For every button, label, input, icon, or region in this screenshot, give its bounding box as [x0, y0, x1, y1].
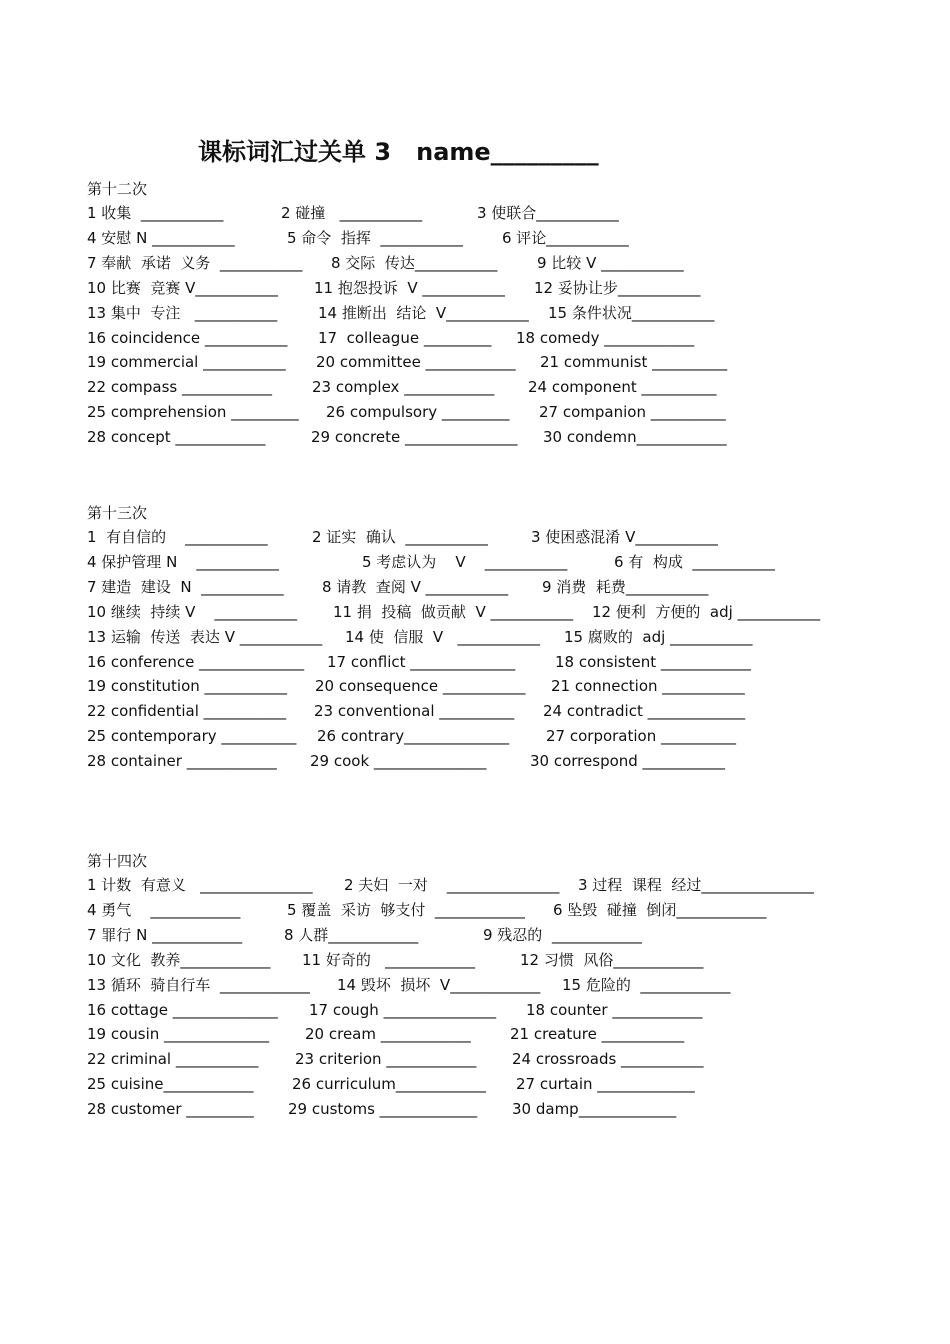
- vocab-row: [0, 552, 950, 574]
- vocab-item: 22 confidential ___________: [87, 702, 287, 721]
- vocab-item: 23 criterion ____________: [295, 1050, 477, 1069]
- vocab-item: 22 criminal ___________: [87, 1050, 259, 1069]
- vocab-item: 5 覆盖 采访 够支付 ____________: [287, 900, 525, 919]
- vocab-row: [0, 278, 950, 300]
- vocab-row: [0, 875, 950, 897]
- vocab-row: [0, 427, 950, 449]
- vocab-row: [0, 602, 950, 624]
- section-heading: 第十三次: [87, 504, 148, 522]
- vocab-row: [0, 377, 950, 399]
- vocab-item: 1 有自信的 ___________: [87, 528, 268, 546]
- vocab-item: 19 cousin ______________: [87, 1025, 270, 1044]
- vocab-row: [0, 303, 950, 325]
- vocab-item: 8 交际 传达___________: [331, 253, 498, 272]
- vocab-item: 7 建造 建设 N ___________: [87, 577, 284, 596]
- vocab-item: 9 比较 V ___________: [537, 253, 684, 272]
- vocab-item: 15 危险的 ____________: [562, 975, 731, 994]
- vocab-item: 12 妥协让步___________: [534, 278, 701, 297]
- vocab-row: [0, 925, 950, 947]
- vocab-item: 27 corporation __________: [546, 727, 737, 746]
- vocab-item: 13 集中 专注 ___________: [87, 303, 278, 322]
- vocab-item: 30 condemn____________: [543, 428, 727, 447]
- vocab-item: 1 计数 有意义 _______________: [87, 876, 313, 894]
- vocab-row: [0, 352, 950, 374]
- vocab-item: 9 残忍的 ____________: [483, 925, 642, 944]
- vocab-item: 17 colleague _________: [318, 328, 492, 347]
- vocab-item: 23 complex ____________: [312, 378, 495, 397]
- vocab-item: 19 constitution ___________: [87, 677, 288, 696]
- vocab-item: 11 抱怨投诉 V ___________: [314, 278, 505, 297]
- vocab-item: 26 contrary______________: [317, 727, 510, 746]
- vocab-item: 25 cuisine____________: [87, 1075, 254, 1094]
- vocab-item: 21 communist __________: [540, 353, 728, 372]
- vocab-item: 30 correspond ___________: [530, 752, 726, 771]
- vocab-item: 2 碰撞 ___________: [281, 204, 423, 222]
- vocab-row: [0, 676, 950, 698]
- vocab-row: [0, 652, 950, 674]
- vocab-row: [0, 627, 950, 649]
- vocab-item: 15 条件状况___________: [548, 303, 715, 322]
- vocab-item: 24 component __________: [528, 378, 717, 397]
- vocab-item: 23 conventional __________: [314, 702, 515, 721]
- vocab-row: [0, 253, 950, 275]
- vocab-row: [0, 751, 950, 773]
- page-title: 课标词汇过关单 3 name_________: [198, 138, 599, 166]
- vocab-item: 4 保护管理 N ___________: [87, 552, 279, 571]
- vocab-item: 26 compulsory _________: [326, 403, 510, 422]
- vocab-item: 14 推断出 结论 V___________: [318, 303, 529, 322]
- vocab-item: 21 creature ___________: [510, 1025, 685, 1044]
- vocab-item: 5 命令 指挥 ___________: [287, 228, 463, 247]
- vocab-item: 3 过程 课程 经过_______________: [578, 876, 814, 894]
- vocab-item: 21 connection ___________: [551, 677, 745, 696]
- vocab-item: 27 curtain _____________: [516, 1075, 695, 1094]
- vocab-item: 14 毁坏 损坏 V____________: [337, 975, 541, 994]
- vocab-item: 17 cough _______________: [309, 1000, 497, 1019]
- vocab-item: 5 考虑认为 V ___________: [362, 552, 568, 571]
- vocab-item: 1 收集 ___________: [87, 204, 224, 222]
- section-heading: 第十二次: [87, 180, 148, 198]
- vocab-item: 4 勇气 ____________: [87, 900, 241, 919]
- vocab-item: 3 使联合___________: [477, 204, 619, 222]
- vocab-item: 18 comedy ____________: [516, 328, 695, 347]
- vocab-item: 17 conflict ______________: [327, 652, 516, 671]
- vocab-row: [0, 527, 950, 549]
- vocab-item: 16 coincidence ___________: [87, 328, 288, 347]
- vocab-row: [0, 1049, 950, 1071]
- section-heading: 第十四次: [87, 852, 148, 870]
- vocab-row: [0, 900, 950, 922]
- vocab-item: 22 compass ____________: [87, 378, 273, 397]
- vocab-item: 27 companion __________: [539, 403, 726, 422]
- vocab-item: 20 consequence ___________: [315, 677, 526, 696]
- vocab-item: 4 安慰 N ___________: [87, 228, 235, 247]
- vocab-item: 7 奉献 承诺 义务 ___________: [87, 253, 303, 272]
- vocab-item: 29 cook _______________: [310, 752, 487, 771]
- vocab-item: 19 commercial ___________: [87, 353, 286, 372]
- vocab-item: 8 请教 查阅 V ___________: [322, 577, 509, 596]
- vocab-item: 26 curriculum____________: [292, 1075, 486, 1094]
- vocab-row: [0, 950, 950, 972]
- vocab-item: 13 循环 骑自行车 ____________: [87, 975, 310, 994]
- vocab-item: 2 夫妇 一对 _______________: [344, 876, 560, 894]
- vocab-item: 29 concrete _______________: [311, 428, 518, 447]
- vocab-item: 2 证实 确认 ___________: [312, 528, 488, 546]
- vocab-item: 10 比赛 竞赛 V___________: [87, 278, 278, 297]
- vocab-item: 6 有 构成 ___________: [614, 552, 775, 571]
- vocab-row: [0, 701, 950, 723]
- vocab-item: 13 运输 传送 表达 V ___________: [87, 627, 323, 646]
- vocab-item: 18 counter ____________: [526, 1000, 703, 1019]
- vocab-row: [0, 328, 950, 350]
- vocab-row: [0, 1099, 950, 1121]
- vocab-item: 28 concept ____________: [87, 428, 266, 447]
- vocab-row: [0, 1024, 950, 1046]
- vocab-row: [0, 1000, 950, 1022]
- vocab-item: 3 使困惑混淆 V___________: [531, 528, 718, 546]
- vocab-item: 20 committee ____________: [316, 353, 516, 372]
- vocab-row: [0, 1074, 950, 1096]
- vocab-item: 6 评论___________: [502, 228, 629, 247]
- vocab-row: [0, 228, 950, 250]
- vocab-row: [0, 203, 950, 225]
- vocab-item: 18 consistent ____________: [555, 652, 751, 671]
- vocab-row: [0, 402, 950, 424]
- vocab-item: 28 customer _________: [87, 1100, 254, 1119]
- vocab-item: 11 捐 投稿 做贡献 V ___________: [333, 602, 573, 621]
- vocab-item: 30 damp_____________: [512, 1100, 677, 1119]
- vocab-item: 11 好奇的 ____________: [302, 950, 476, 969]
- vocab-row: [0, 975, 950, 997]
- vocab-item: 24 crossroads ___________: [512, 1050, 704, 1069]
- vocab-item: 16 conference ______________: [87, 652, 305, 671]
- vocab-item: 25 contemporary __________: [87, 727, 297, 746]
- vocab-item: 10 继续 持续 V ___________: [87, 602, 297, 621]
- vocab-item: 6 坠毁 碰撞 倒闭____________: [553, 900, 767, 919]
- vocab-item: 24 contradict _____________: [543, 702, 746, 721]
- vocab-item: 25 comprehension _________: [87, 403, 299, 422]
- vocab-item: 28 container ____________: [87, 752, 277, 771]
- vocab-item: 14 使 信服 V ___________: [345, 627, 540, 646]
- vocab-item: 12 便利 方便的 adj ___________: [592, 602, 821, 621]
- vocab-row: [0, 577, 950, 599]
- vocab-item: 9 消费 耗费___________: [542, 577, 709, 596]
- vocab-item: 20 cream ____________: [305, 1025, 471, 1044]
- vocab-item: 29 customs _____________: [288, 1100, 478, 1119]
- vocab-item: 10 文化 教养____________: [87, 950, 271, 969]
- vocab-item: 15 腐败的 adj ___________: [564, 627, 753, 646]
- vocab-item: 12 习惯 风俗____________: [520, 950, 704, 969]
- vocab-item: 16 cottage ______________: [87, 1000, 278, 1019]
- vocab-row: [0, 726, 950, 748]
- vocab-item: 8 人群____________: [284, 925, 419, 944]
- vocab-item: 7 罪行 N ____________: [87, 925, 243, 944]
